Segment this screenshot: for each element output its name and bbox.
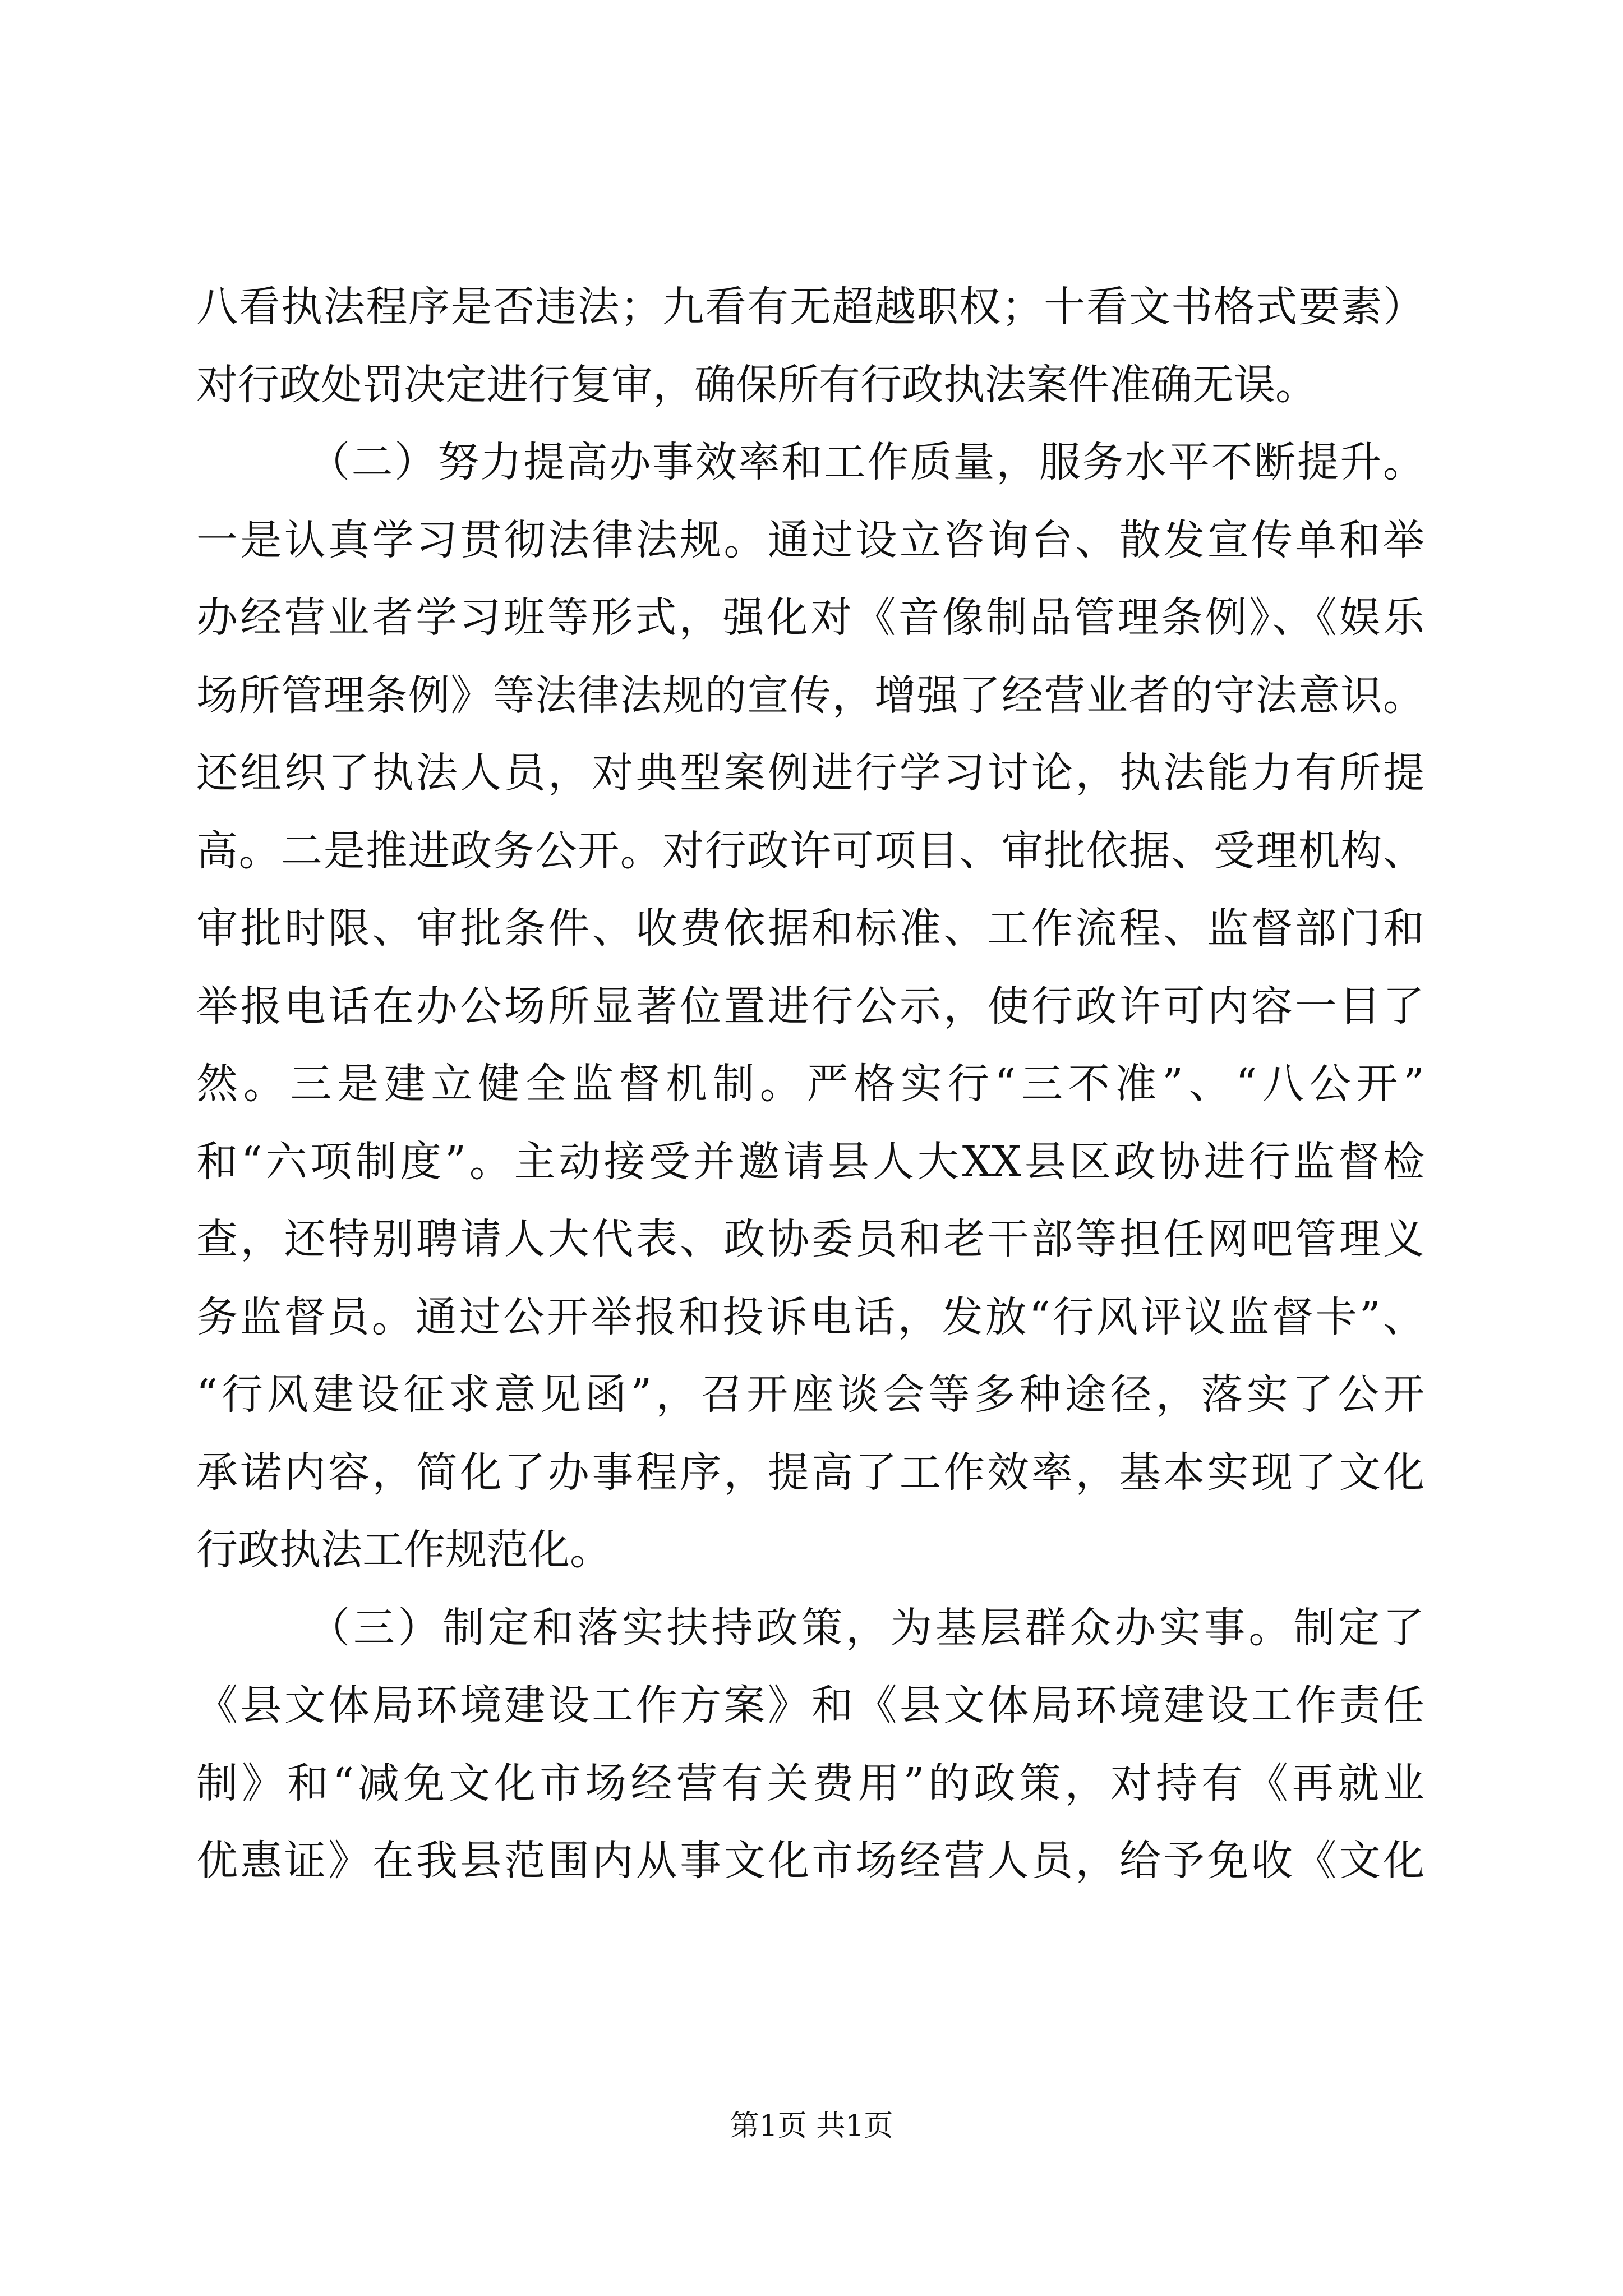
section-heading-2: （二）努力提高办事效率和工作质量，服务水平不断提升。 [308,438,1424,486]
text-line-19: 《县文体局环境建设工作方案》和《县文体局环境建设工作责任 [196,1681,1424,1729]
text-line-20: 制》和“减免文化市场经营有关费用”的政策，对持有《再就业 [196,1759,1424,1807]
text-line-2: 对行政处罚决定进行复审，确保所有行政执法案件准确无误。 [196,360,1317,409]
text-line-1: 八看执法程序是否违法；九看有无超越职权；十看文书格式要素） [196,283,1424,331]
text-line-6: 场所管理条例》等法律法规的宣传，增强了经营业者的守法意识。 [196,671,1424,720]
text-line-5: 办经营业者学习班等形式，强化对《音像制品管理条例》、《娱乐 [196,593,1424,642]
body-text [196,268,1424,1900]
text-line-11: 然。三是建立健全监督机制。严格实行“三不准”、“八公开” [196,1060,1424,1108]
text-line-15: “行风建设征求意见函”，召开座谈会等多种途径，落实了公开 [196,1370,1424,1419]
text-line-16: 承诺内容，简化了办事程序，提高了工作效率，基本实现了文化 [196,1448,1424,1497]
text-line-10: 举报电话在办公场所显著位置进行公示，使行政许可内容一目了 [196,982,1424,1030]
text-line-14: 务监督员。通过公开举报和投诉电话，发放“行风评议监督卡”、 [196,1292,1424,1341]
text-line-8: 高。二是推进政务公开。对行政许可项目、审批依据、受理机构、 [196,826,1424,875]
page-footer: 第1页 共1页 [730,2109,893,2143]
text-line-9: 审批时限、审批条件、收费依据和标准、工作流程、监督部门和 [196,904,1424,953]
text-line-21: 优惠证》在我县范围内从事文化市场经营人员，给予免收《文化 [196,1837,1424,1885]
section-heading-3: （三）制定和落实扶持政策，为基层群众办实事。制定了 [308,1603,1424,1652]
text-line-12: 和“六项制度”。主动接受并邀请县人大XX县区政协进行监督检 [196,1137,1424,1186]
text-line-17: 行政执法工作规范化。 [196,1526,611,1574]
text-line-7: 还组织了执法人员，对典型案例进行学习讨论，执法能力有所提 [196,749,1424,797]
text-line-13: 查，还特别聘请人大代表、政协委员和老干部等担任网吧管理义 [196,1215,1424,1263]
text-line-4: 一是认真学习贯彻法律法规。通过设立咨询台、散发宣传单和举 [196,516,1424,564]
